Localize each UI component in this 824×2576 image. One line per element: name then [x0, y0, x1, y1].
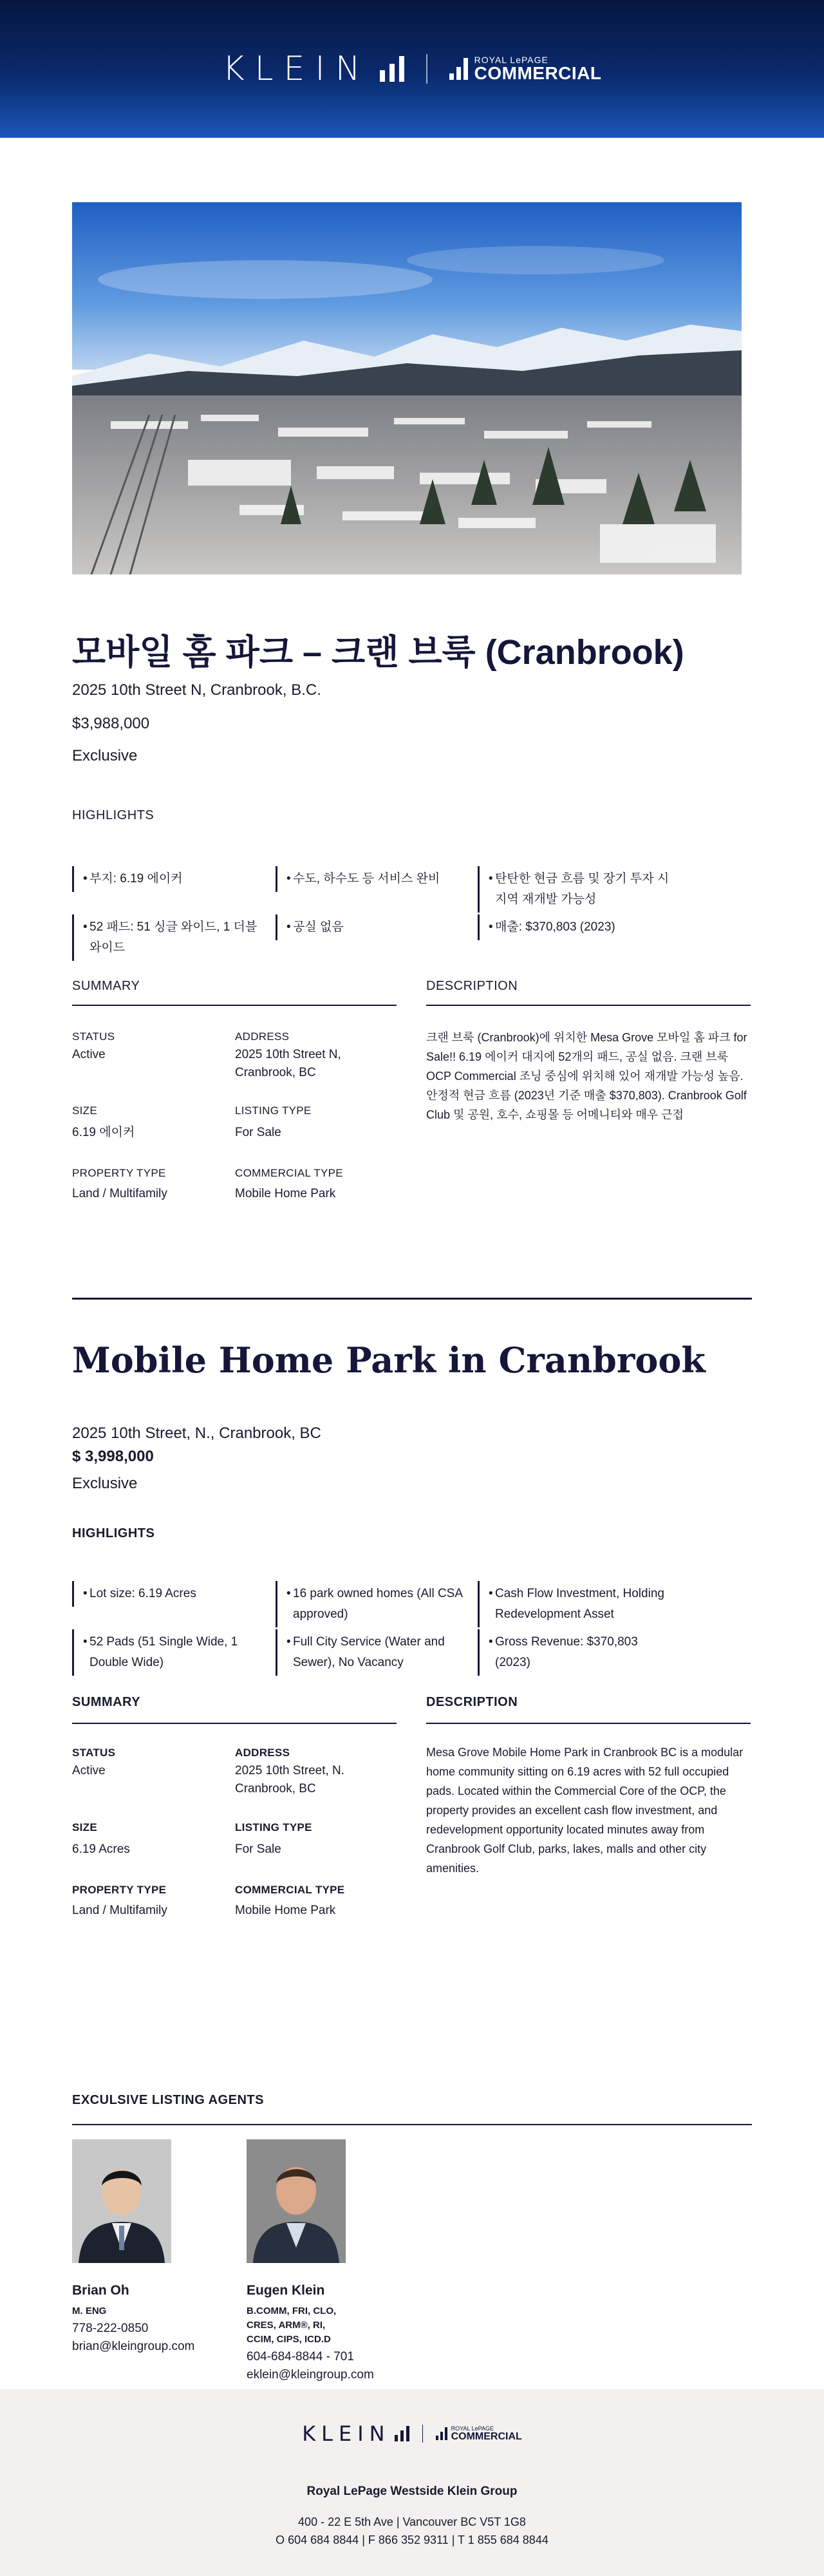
commercial-type-label: COMMERCIAL TYPE [235, 1167, 343, 1179]
royal-lepage-logo [449, 55, 602, 82]
agent-email[interactable]: brian@kleingroup.com [72, 2340, 195, 2353]
agents-heading: EXCULSIVE LISTING AGENTS [72, 2093, 264, 2107]
highlight-item: • Gross Revenue: $370,803 (2023) [478, 1629, 671, 1676]
logo-divider [426, 54, 427, 84]
footer-address: 400 - 22 E 5th Ave | Vancouver BC V5T 1G8 [298, 2515, 526, 2528]
size-value: 6.19 에이커 [72, 1126, 135, 1139]
status-value: Active [72, 1048, 106, 1061]
rlp-small-text: ROYAL LePAGE [451, 2425, 494, 2432]
highlight-item: • Full City Service (Water and Sewer), No Vacancy [276, 1629, 469, 1676]
commercial-type-value: Mobile Home Park [235, 1187, 336, 1200]
agent-photo-eugen [247, 2139, 346, 2263]
klein-logo [222, 50, 404, 88]
commercial-type-value: Mobile Home Park [235, 1904, 336, 1917]
address-value: 2025 10th Street, N. Cranbrook, BC [235, 1764, 345, 1795]
description-text-korean: 크랜 브룩 (Cranbrook)에 위치한 Mesa Grove 모바일 홈 파크 for Sale!! 6.19 에이커 대지에 52개의 패드, 공실 없음. 크랜 브룩 OCP Commercial 조닝 중심에 위치해 있어 재개발 가능성 높음. 안정적 현금 흐름 (2023년 기준 매출 $370,803). Cranbrook Golf Club 및 공원, 호수, 쇼핑몰 등 어메니티와 매우 근접 [426, 1031, 747, 1121]
description-heading-korean: DESCRIPTION [426, 979, 518, 993]
agent-name: Brian Oh [72, 2283, 129, 2298]
highlights-heading-english: HIGHLIGHTS [72, 1526, 155, 1540]
agent-credentials: B.COMM, FRI, CLO, [247, 2306, 337, 2316]
royal-lepage-logo [436, 2426, 522, 2442]
address-value: 2025 10th Street N, Cranbrook, BC [235, 1048, 341, 1079]
summary-rule [72, 1723, 397, 1724]
size-label: SIZE [72, 1821, 97, 1833]
highlight-item: • 52 패드: 51 싱글 와이드, 1 더블 와이드 [72, 914, 265, 961]
address-english: 2025 10th Street, N., Cranbrook, BC [72, 1425, 321, 1442]
highlights-heading-korean: HIGHLIGHTS [72, 808, 154, 822]
description-text-english: Mesa Grove Mobile Home Park in Cranbrook BC is a modular home community sitting on 6.19 acres with 52 full occupied pads. Located within the Commercial Core of the OCP, the property provides an excellent cash flow investment, and redevelopment opportunity located minutes away from Cranbrook Golf Club, parks, lakes, malls and other city amenities. [426, 1746, 744, 1875]
agent-credentials: M. ENG [72, 2306, 107, 2316]
size-label: SIZE [72, 1104, 97, 1117]
highlight-item: • 탄탄한 현금 흐름 및 장기 투자 시 지역 재개발 가능성 [478, 866, 671, 913]
bars-icon [395, 2426, 409, 2441]
highlight-item: • Lot size: 6.19 Acres [72, 1581, 265, 1607]
property-type-label: PROPERTY TYPE [72, 1167, 166, 1179]
address-korean: 2025 10th Street N, Cranbrook, B.C. [72, 681, 321, 699]
klein-wordmark: KLEIN [222, 50, 371, 88]
klein-wordmark: KLEIN [302, 2421, 391, 2446]
highlight-item: • 부지: 6.19 에이커 [72, 866, 265, 892]
footer [0, 2389, 824, 2576]
agents-rule [72, 2124, 752, 2125]
listing-status-english: Exclusive [72, 1475, 138, 1492]
address-label: ADDRESS [235, 1747, 290, 1759]
highlight-item: • 수도, 하수도 등 서비스 완비 [276, 866, 469, 892]
description-heading-english: DESCRIPTION [426, 1695, 518, 1709]
footer-phones: O 604 684 8844 | F 866 352 9311 | T 1 855 684 8844 [276, 2533, 548, 2546]
summary-rule [72, 1005, 397, 1006]
agent-email[interactable]: eklein@kleingroup.com [247, 2368, 374, 2382]
logo-divider [422, 2425, 423, 2443]
listing-status-korean: Exclusive [72, 747, 138, 764]
agent-name: Eugen Klein [247, 2283, 325, 2298]
listing-type-value: For Sale [235, 1842, 281, 1856]
description-rule [426, 1723, 751, 1724]
property-type-label: PROPERTY TYPE [72, 1884, 167, 1896]
property-type-value: Land / Multifamily [72, 1904, 167, 1917]
agent-phone[interactable]: 604-684-8844 - 701 [247, 2350, 354, 2363]
commercial-type-label: COMMERCIAL TYPE [235, 1884, 345, 1896]
rlp-big-text: COMMERCIAL [451, 2430, 522, 2442]
size-value: 6.19 Acres [72, 1842, 130, 1856]
footer-company: Royal LePage Westside Klein Group [306, 2485, 518, 2498]
summary-heading-english: SUMMARY [72, 1695, 141, 1709]
agent-credentials: CRES, ARM®, RI, [247, 2320, 326, 2331]
footer-logo[interactable] [0, 2421, 824, 2446]
listing-type-label: LISTING TYPE [235, 1821, 312, 1833]
bars-icon [380, 56, 404, 82]
property-type-value: Land / Multifamily [72, 1187, 167, 1200]
hero-photo [72, 202, 742, 574]
highlight-item: • 52 Pads (51 Single Wide, 1 Double Wide) [72, 1629, 265, 1676]
highlight-item: • 공실 없음 [276, 914, 469, 940]
address-label: ADDRESS [235, 1030, 290, 1043]
price-english: $ 3,998,000 [72, 1448, 154, 1465]
agent-photo-brian [72, 2139, 171, 2263]
listing-type-value: For Sale [235, 1126, 281, 1139]
rlp-small-text: ROYAL LePAGE [474, 55, 548, 65]
status-value: Active [72, 1764, 106, 1777]
description-rule [426, 1005, 751, 1006]
agent-phone[interactable]: 778-222-0850 [72, 2322, 149, 2335]
agent-credentials: CCIM, CIPS, ICD.D [247, 2334, 331, 2345]
rlp-bars-icon [436, 2427, 447, 2440]
rlp-bars-icon [449, 58, 468, 80]
brand-logo[interactable] [222, 50, 601, 88]
avatar [247, 2139, 346, 2263]
summary-heading-korean: SUMMARY [72, 979, 140, 993]
page-title-english: Mobile Home Park in Cranbrook [72, 1340, 706, 1381]
header-banner [0, 0, 824, 138]
avatar [72, 2139, 171, 2263]
highlight-item: • 16 park owned homes (All CSA approved) [276, 1581, 469, 1627]
status-label: STATUS [72, 1747, 116, 1759]
klein-logo [302, 2421, 409, 2446]
listing-type-label: LISTING TYPE [235, 1104, 312, 1117]
highlight-item: • Cash Flow Investment, Holding Redevelopment Asset [478, 1581, 671, 1627]
highlight-item: • 매출: $370,803 (2023) [478, 914, 671, 940]
price-korean: $3,988,000 [72, 715, 150, 732]
rlp-big-text: COMMERCIAL [474, 63, 602, 83]
status-label: STATUS [72, 1030, 115, 1043]
page-title-korean: 모바일 홈 파크 – 크랜 브룩 (Cranbrook) [72, 633, 684, 672]
section-divider [72, 1298, 752, 1300]
aerial-town-illustration [72, 202, 742, 574]
